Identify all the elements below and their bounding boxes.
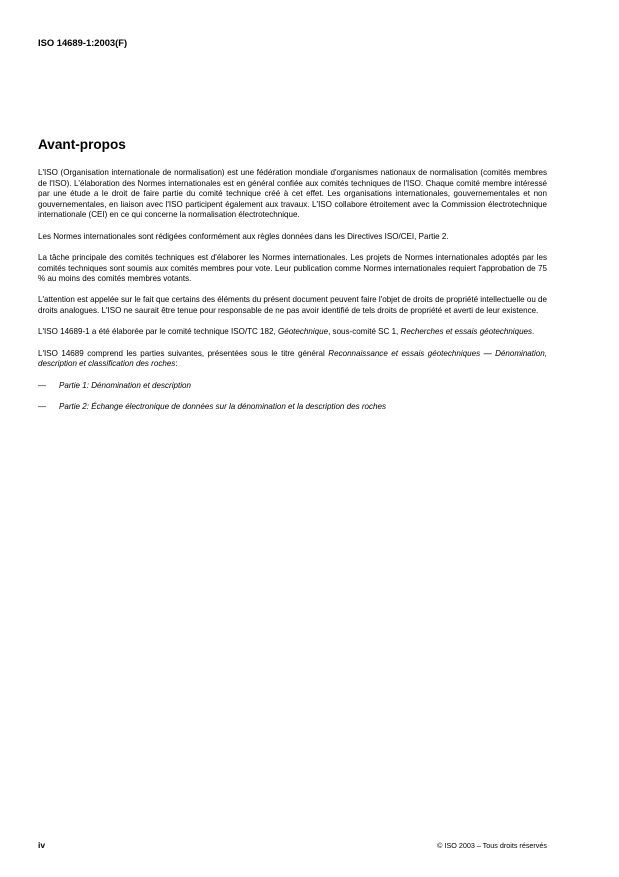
paragraph-directives: Les Normes internationales sont rédigées conformément aux règles données dans les Directives ISO/CEI, Partie 2. <box>38 231 449 241</box>
committee-name: Géotechnique <box>277 327 329 337</box>
prepared-by-text-2: , sous-comité SC 1, <box>328 327 401 337</box>
list-item <box>38 381 547 392</box>
list-dash: — <box>38 402 47 412</box>
list-dash: — <box>38 380 47 390</box>
copyright-notice: © ISO 2003 – Tous droits réservés <box>437 841 547 850</box>
prepared-by-text-3: . <box>532 327 535 337</box>
paragraph-prepared-by <box>38 327 547 338</box>
paragraph-iso-organisation: L'ISO (Organisation internationale de normalisation) est une fédération mondiale d'organismes nationaux de normalisation (comités membres de l'ISO). L'élaboration des Normes internationales est en général confiée aux comités techniques de l'ISO. Chaque comité membre intéressé par une étude a le droit de faire partie du comité technique créé à cet effet. Les organisations internationales, gouvernementales et non gouvernementales, en liaison avec l'ISO participent également aux travaux. L'ISO collabore étroitement avec la Commission électrotechnique internationale (CEI) en ce qui concerne la normalisation électrotechnique. <box>38 168 547 220</box>
list-item-text: Partie 1: Dénomination et description <box>59 380 191 390</box>
list-item <box>38 402 547 413</box>
paragraph-patent-rights: L'attention est appelée sur le fait que certains des éléments du présent document peuvent faire l'objet de droits de propriété intellectuelle ou de droits analogues. L'ISO ne saurait être tenue pour responsable de ne pas avoir identifié de tels droits de propriété et averti de leur existence. <box>38 295 547 315</box>
parts-intro-colon: : <box>175 359 178 369</box>
prepared-by-text: L'ISO 14689-1 a été élaborée par le comité technique ISO/TC 182, <box>38 327 278 337</box>
general-title: Reconnaissance et essais géotechniques — Dénomination, description et classification des roches <box>38 348 547 369</box>
paragraph-parts-intro <box>38 349 547 370</box>
document-id: ISO 14689-1:2003(F) <box>38 37 128 48</box>
foreword-body <box>38 168 547 424</box>
subcommittee-name: Recherches et essais géotechniques <box>400 327 533 337</box>
page-number: iv <box>38 840 46 850</box>
parts-intro-text: L'ISO 14689 comprend les parties suivantes, présentées sous le titre général <box>38 348 329 358</box>
list-item-text: Partie 2: Échange électronique de données sur la dénomination et la description des roches <box>59 402 387 412</box>
paragraph-technical-committees: La tâche principale des comités techniques est d'élaborer les Normes internationales. Les projets de Normes internationales adoptés par les comités techniques sont soumis aux comités membres pour vote. Leur publication comme Normes internationales requiert l'approbation de 75 % au moins des comités membres votants. <box>38 252 547 284</box>
section-title: Avant-propos <box>38 137 126 152</box>
